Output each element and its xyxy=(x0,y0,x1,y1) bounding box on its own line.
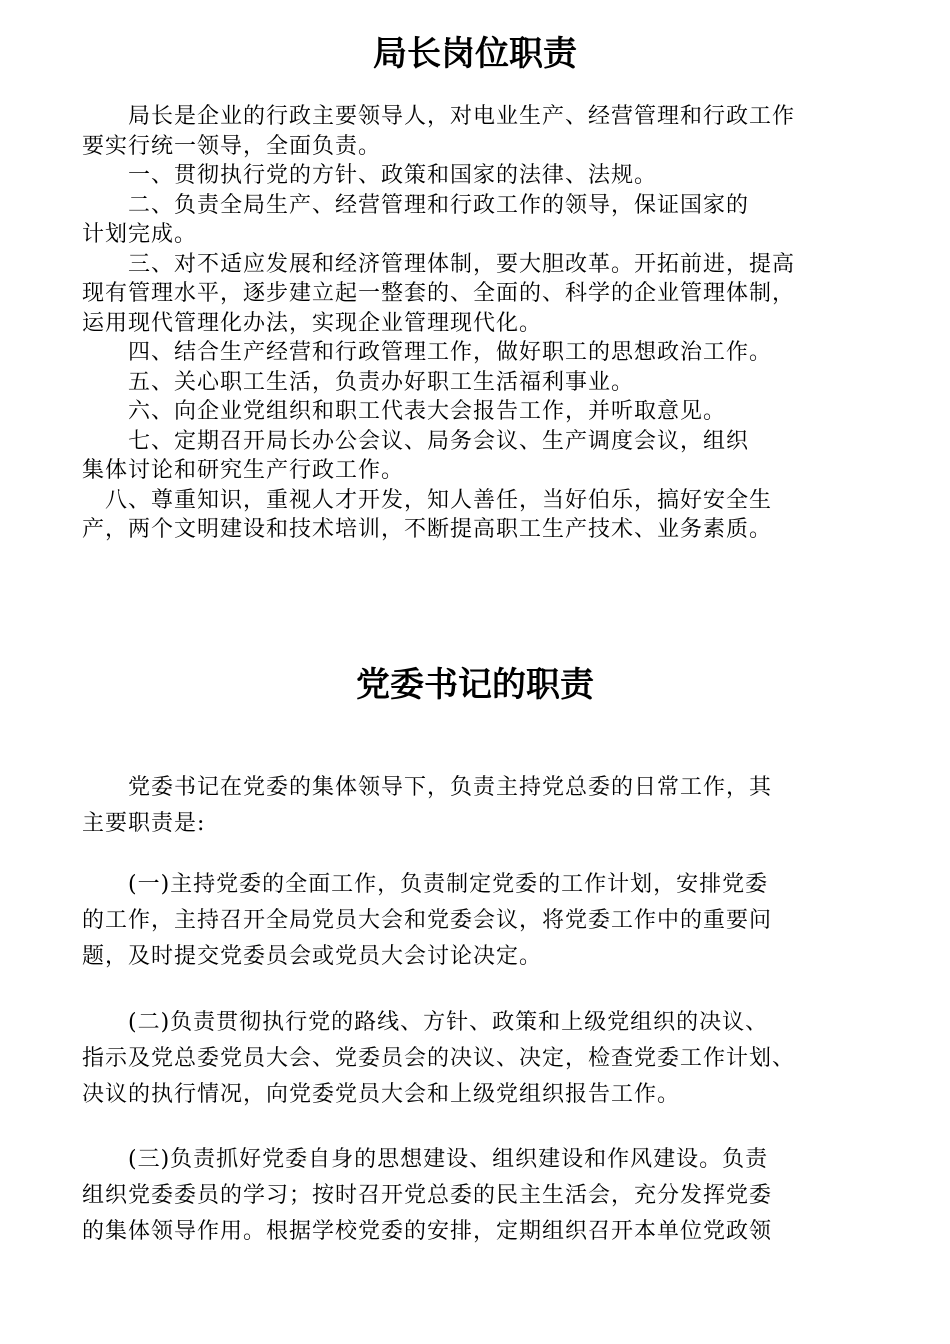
duty-item-3 xyxy=(82,1142,772,1250)
text-line: 的工作，主持召开全局党员大会和党委会议，将党委工作中的重要问 xyxy=(82,908,773,933)
text-line: (二)负责贯彻执行党的路线、方针、政策和上级党组织的决议、 xyxy=(82,1010,769,1035)
text-line: 集体讨论和研究生产行政工作。 xyxy=(82,458,405,483)
text-line: 七、定期召开局长办公会议、局务会议、生产调度会议，组织 xyxy=(82,428,750,454)
text-line: 四、结合生产经营和行政管理工作，做好职工的思想政治工作。 xyxy=(82,340,773,365)
text-line: 党委书记在党委的集体领导下，负责主持党总委的日常工作，其 xyxy=(82,775,773,800)
duty-item-2 xyxy=(82,1005,795,1113)
section-title-party-secretary: 党委书记的职责 xyxy=(356,665,594,705)
text-line: 的集体领导作用。根据学校党委的安排，定期组织召开本单位党政领 xyxy=(82,1219,773,1244)
text-line: 要实行统一领导，全面负责。 xyxy=(82,133,382,159)
text-line: 二、负责全局生产、经营管理和行政工作的领导，保证国家的 xyxy=(82,192,750,218)
text-line: 产，两个文明建设和技术培训，不断提高职工生产技术、业务素质。 xyxy=(82,517,773,542)
text-line: 五、关心职工生活，负责办好职工生活福利事业。 xyxy=(82,369,635,395)
text-line: 八、尊重知识，重视人才开发，知人善任，当好伯乐，搞好安全生 xyxy=(82,487,773,513)
duty-item-1 xyxy=(82,867,772,975)
text-line: 决议的执行情况，向党委党员大会和上级党组织报告工作。 xyxy=(82,1082,681,1107)
text-line: (三)负责抓好党委自身的思想建设、组织建设和作风建设。负责 xyxy=(82,1147,769,1172)
text-line: 题，及时提交党委员会或党员大会讨论决定。 xyxy=(82,944,543,969)
section-title-director: 局长岗位职责 xyxy=(373,34,577,74)
text-line: 局长是企业的行政主要领导人，对电业生产、经营管理和行政工作 xyxy=(82,104,796,129)
text-line: 一、贯彻执行党的方针、政策和国家的法律、法规。 xyxy=(82,163,658,188)
text-line: 指示及党总委党员大会、党委员会的决议、决定，检查党委工作计划、 xyxy=(82,1046,796,1071)
section-body-director xyxy=(82,102,795,545)
text-line: 三、对不适应发展和经济管理体制，要大胆改革。开拓前进，提高 xyxy=(82,251,796,277)
text-line: 运用现代管理化办法，实现企业管理现代化。 xyxy=(82,310,543,336)
text-line: 计划完成。 xyxy=(82,222,198,247)
text-line: 现有管理水平，逐步建立起一整套的、全面的、科学的企业管理体制， xyxy=(82,281,796,306)
text-line: 六、向企业党组织和职工代表大会报告工作，并听取意见。 xyxy=(82,399,727,424)
party-secretary-intro xyxy=(82,770,772,842)
text-line: 主要职责是: xyxy=(82,811,206,836)
text-line: 组织党委委员的学习；按时召开党总委的民主生活会，充分发挥党委 xyxy=(82,1183,773,1208)
text-line: (一)主持党委的全面工作，负责制定党委的工作计划，安排党委 xyxy=(82,872,769,897)
